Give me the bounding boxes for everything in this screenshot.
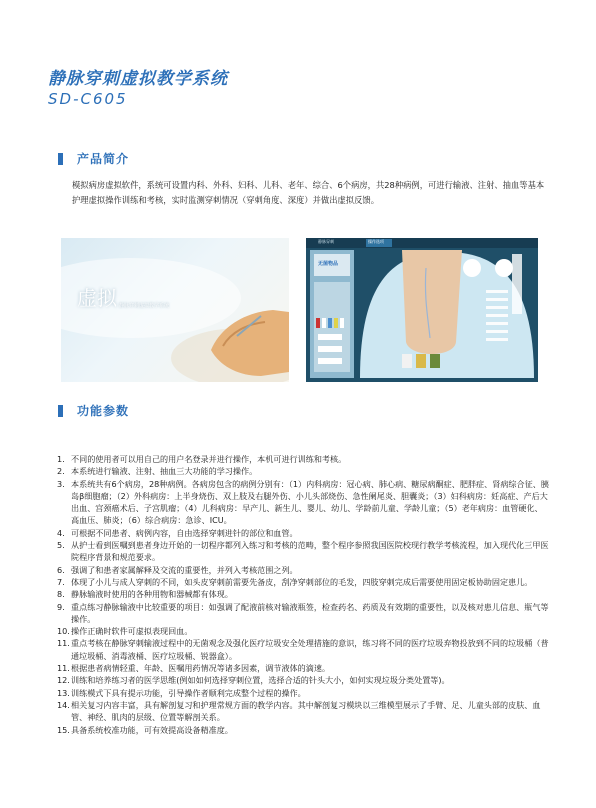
- software-operation-screenshot: [306, 238, 538, 382]
- feature-number: 11.: [57, 638, 70, 649]
- app-tab-options: 操作选项: [368, 239, 384, 244]
- feature-text: 本系统共有6个病房，28种病例。各病房包含的病例分别有：（1）内科病房：冠心病、肺心病、糖尿病酮症、肥胖症、肾病综合征、胰岛β细胞瘤；（2）外科病房：上半身烧伤、双上肢及右腿外伤、小儿头部烧伤、急性阑尾炎、胆囊炎；（3）妇科病房：妊高症、产后大出血、宫颈癌术后、子宫肌瘤；（4）儿科病房：早产儿、新生儿、婴儿、幼儿、学龄前儿童、学龄儿童；（5）老年病房：血管硬化、高血压、肺炎；（6）综合病房：急诊、ICU。: [71, 478, 549, 526]
- feature-text: 操作正确时软件可虚拟表现回血。: [71, 626, 193, 637]
- feature-item: [57, 699, 549, 724]
- feature-number: 11.: [57, 663, 70, 674]
- feature-item: [57, 687, 549, 699]
- feature-text: 根据患者病情轻重、年龄、医嘱用药情况等诸多因素，调节液体的滴速。: [71, 663, 331, 674]
- feature-text: 重点练习静脉输液中比较重要的项目：如强调了配液前核对输液瓶签，检查药名、药质及有效期的重要性，以及核对患儿信息、瓶气等操作。: [71, 601, 549, 624]
- feature-number: 13.: [57, 687, 70, 698]
- feature-item: [57, 637, 549, 662]
- feature-item: [57, 453, 549, 465]
- feature-number: 4.: [57, 527, 65, 538]
- feature-item: [57, 674, 549, 686]
- features-section-header: [58, 402, 129, 419]
- feature-number: 2.: [57, 466, 65, 477]
- feature-item: [57, 724, 549, 736]
- intro-section-header: [58, 150, 129, 167]
- feature-text: 训练模式下具有提示功能，引导操作者顺利完成整个过程的操作。: [71, 687, 306, 698]
- section-bar: [58, 405, 63, 417]
- feature-number: 8.: [57, 589, 65, 600]
- intro-text: 模拟病房虚拟软件，系统可设置内科、外科、妇科、儿科、老年、综合、6个病房，共28种病例，可进行输液、注射、抽血等基本护理虚拟操作训练和考核，实时监测穿刺情况（穿刺角度、深度）并做出虚拟反馈。: [72, 180, 545, 205]
- feature-number: 12.: [57, 675, 70, 686]
- model-number: SD-C605: [48, 90, 128, 108]
- supply-panel-label: 无菌物品: [318, 261, 339, 267]
- app-tab-venipuncture: 静脉穿刺: [318, 239, 334, 244]
- feature-item: [57, 465, 549, 477]
- feature-text: 具备系统校准功能，可有效提高设备精准度。: [71, 724, 233, 735]
- page-title: 静脉穿刺虚拟教学系统: [48, 69, 228, 89]
- feature-text: 可根据不同患者、病例内容，自由选择穿刺进针的部位和血管。: [71, 527, 298, 538]
- feature-item: [57, 662, 549, 674]
- feature-number: 6.: [57, 564, 65, 575]
- feature-number: 7.: [57, 576, 65, 587]
- feature-text: 相关复习内容丰富，具有解剖复习和护理常规方面的教学内容。其中解剖复习模块以三维模型展示了手臂、足、儿童头部的皮肤、血管、神经、肌肉的层级、位置等解剖关系。: [71, 699, 541, 723]
- feature-item: [57, 576, 549, 588]
- feature-text: 从护士看到医嘱到患者身边开始的一切程序都列入练习和考核的范畴，整个程序参照我国医院校现行教学考核流程，加入现代化三甲医院程序背景和规范要求。: [71, 540, 549, 563]
- feature-text: 本系统进行输液、注射、抽血三大功能的学习操作。: [71, 466, 258, 477]
- feature-number: 10.: [57, 626, 70, 637]
- feature-text: 训练和培养练习者的医学思维(例如如何选择穿刺位置，选择合适的针头大小，如何实现垃圾分类处置等)。: [71, 675, 450, 686]
- feature-item: [57, 564, 549, 576]
- intro-section-title: 产品简介: [77, 152, 130, 166]
- feature-item: [57, 625, 549, 637]
- feature-text: 重点考核在静脉穿刺输液过程中的无菌观念及强化医疗垃圾安全处理措施的意识，练习将不同的医疗垃圾弃物投放到不同的垃圾桶（普通垃圾桶、消毒液桶、医疗垃圾桶、锐器盒）。: [71, 638, 549, 661]
- feature-item: [57, 539, 549, 564]
- feature-number: 9.: [57, 601, 65, 612]
- feature-item: [57, 527, 549, 539]
- feature-number: 5.: [57, 540, 65, 551]
- feature-number: 1.: [57, 454, 65, 464]
- feature-number: 14.: [57, 699, 70, 710]
- splash-subtitle: 静脉穿刺虚拟教学系统: [119, 303, 170, 309]
- feature-item: [57, 588, 549, 600]
- feature-item: [57, 478, 549, 527]
- feature-text: 静脉输液时使用的各种用物和器械都有体现。: [71, 589, 233, 600]
- feature-text: 强调了和患者家属解释及交流的重要性，并列入考核范围之列。: [71, 564, 298, 575]
- splash-brand: 虚拟: [77, 286, 117, 310]
- feature-number: 3.: [57, 478, 65, 489]
- feature-item: [57, 601, 549, 626]
- operation-interface-graphic: [306, 238, 538, 382]
- feature-text: 体现了小儿与成人穿刺的不同，如头皮穿刺前需要先备皮，刮净穿刺部位的毛发，四肢穿刺完成后需要使用固定板协助固定患儿。: [71, 576, 533, 587]
- section-bar: [58, 153, 63, 165]
- software-login-screenshot: [61, 238, 289, 382]
- feature-number: 15.: [57, 724, 70, 735]
- feature-list: [57, 453, 549, 736]
- features-section-title: 功能参数: [77, 404, 130, 418]
- feature-text: 不同的使用者可以用自己的用户名登录并进行操作，本机可进行训练和考核。: [71, 454, 347, 464]
